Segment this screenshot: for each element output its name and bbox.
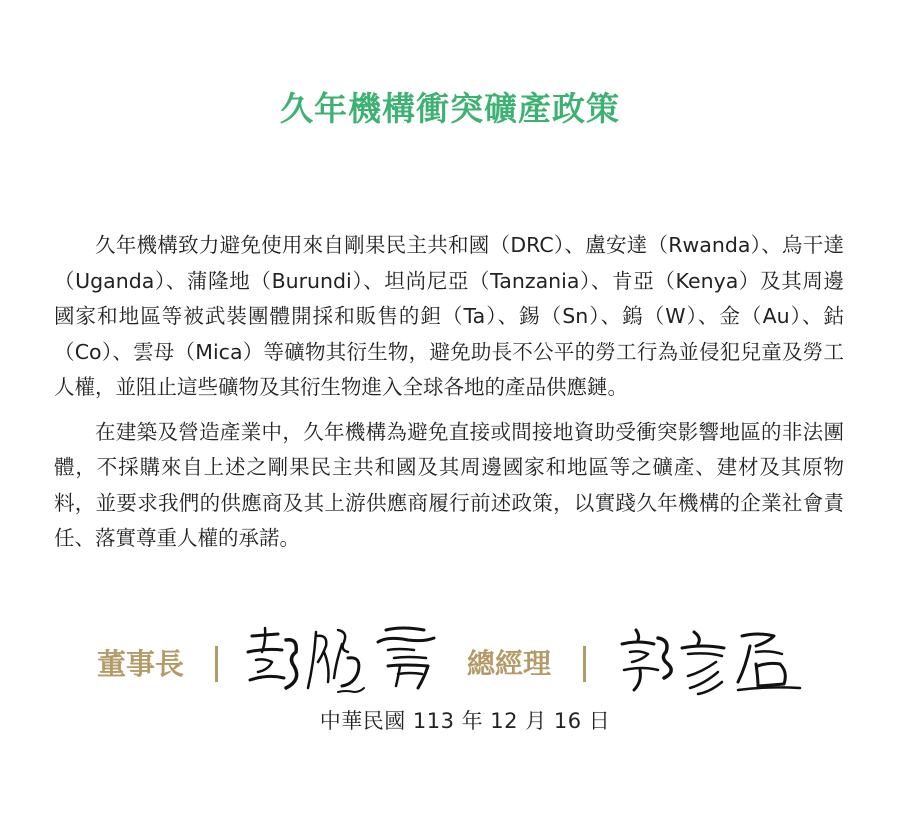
general-manager-title: 總經理 (467, 647, 552, 680)
signature-row (0, 622, 900, 702)
issue-date: 中華民國 113 年 12 月 16 日 (319, 709, 611, 733)
general-manager-signature (618, 626, 803, 698)
chairman-divider (215, 646, 218, 682)
chairman-signature (238, 622, 458, 697)
policy-paragraph-2: 在建築及營造產業中，久年機構為避免直接或間接地資助受衝突影響地區的非法團體，不採購來自上述之剛果民主共和國及其周邊國家和地區等之礦產、建材及其原物料，並要求我們的供應商及其上游供應商履行前述政策，以實踐久年機構的企業社會責任、落實尊重人權的承諾。 (54, 419, 844, 550)
policy-paragraph-1: 久年機構致力避免使用來自剛果民主共和國（DRC）、盧安達（Rwanda）、烏干達（Uganda）、蒲隆地（Burundi）、坦尚尼亞（Tanzania）、肯亞（Kenya）及其周邊國家和地區等被武裝團體開採和販售的鉭（Ta）、錫（Sn）、鎢（W）、金（Au）、鈷（Co）、雲母（Mica）等礦物其衍生物，避免助長不公平的勞工行為並侵犯兒童及勞工人權，並阻止這些礦物及其衍生物進入全球各地的產品供應鏈。 (54, 233, 844, 399)
general-manager-divider (583, 646, 586, 682)
policy-body (54, 228, 844, 566)
page-title: 久年機構衝突礦產政策 (280, 89, 620, 128)
chairman-title: 董事長 (97, 647, 185, 681)
